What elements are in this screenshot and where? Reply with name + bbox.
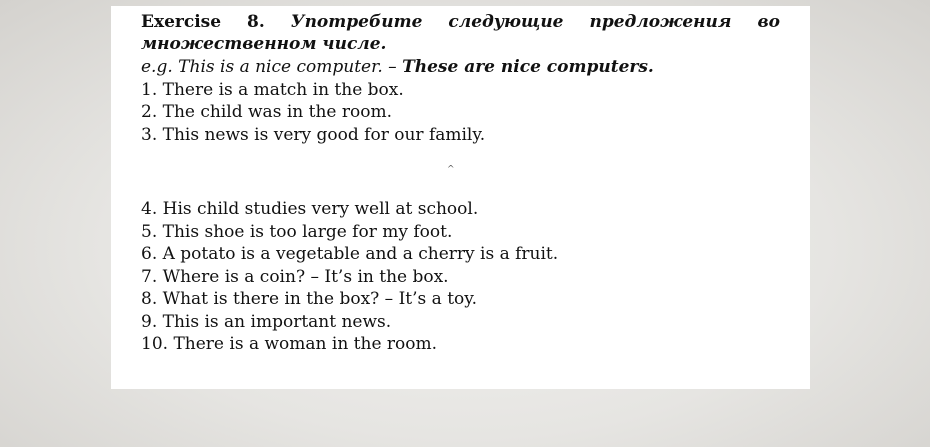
sentence-list-top xyxy=(141,79,780,147)
instruction-word-2: следующие xyxy=(448,12,564,32)
sentence-item: 2. The child was in the room. xyxy=(141,102,392,122)
exercise-label: Exercise xyxy=(141,12,222,32)
example-answer: These are nice computers. xyxy=(402,57,654,77)
example-line xyxy=(141,56,780,79)
sentence-item: 9. This is an important news. xyxy=(141,311,392,332)
instruction-word-1: Употребите xyxy=(290,12,423,32)
instruction-word-3: предложения xyxy=(589,12,732,32)
sentence-item: 1. There is a match in the box. xyxy=(141,79,404,100)
instruction-word-4: во xyxy=(757,12,780,32)
exercise-title-line xyxy=(141,12,780,32)
exercise-number: 8. xyxy=(247,12,265,32)
sentence-list-bottom xyxy=(141,198,780,356)
sentence-item: 7. Where is a coin? – It’s in the box. xyxy=(141,266,449,287)
sentence-item: 6. A potato is a vegetable and a cherry is a fruit. xyxy=(141,244,559,264)
sentence-item: 10. There is a woman in the room. xyxy=(141,334,438,354)
sentence-item: 3. This news is very good for our family. xyxy=(141,124,486,145)
sentence-item: 8. What is there in the box? – It’s a toy. xyxy=(141,289,478,309)
sentence-item: 5. This shoe is too large for my foot. xyxy=(141,221,453,242)
example-prefix: e.g. This is a nice computer. – xyxy=(141,57,397,77)
caret-mark: ^ xyxy=(447,165,455,175)
worksheet-page xyxy=(111,6,810,389)
sentence-item: 4. His child studies very well at school. xyxy=(141,199,479,219)
instruction-continuation: множественном числе. xyxy=(141,34,387,54)
